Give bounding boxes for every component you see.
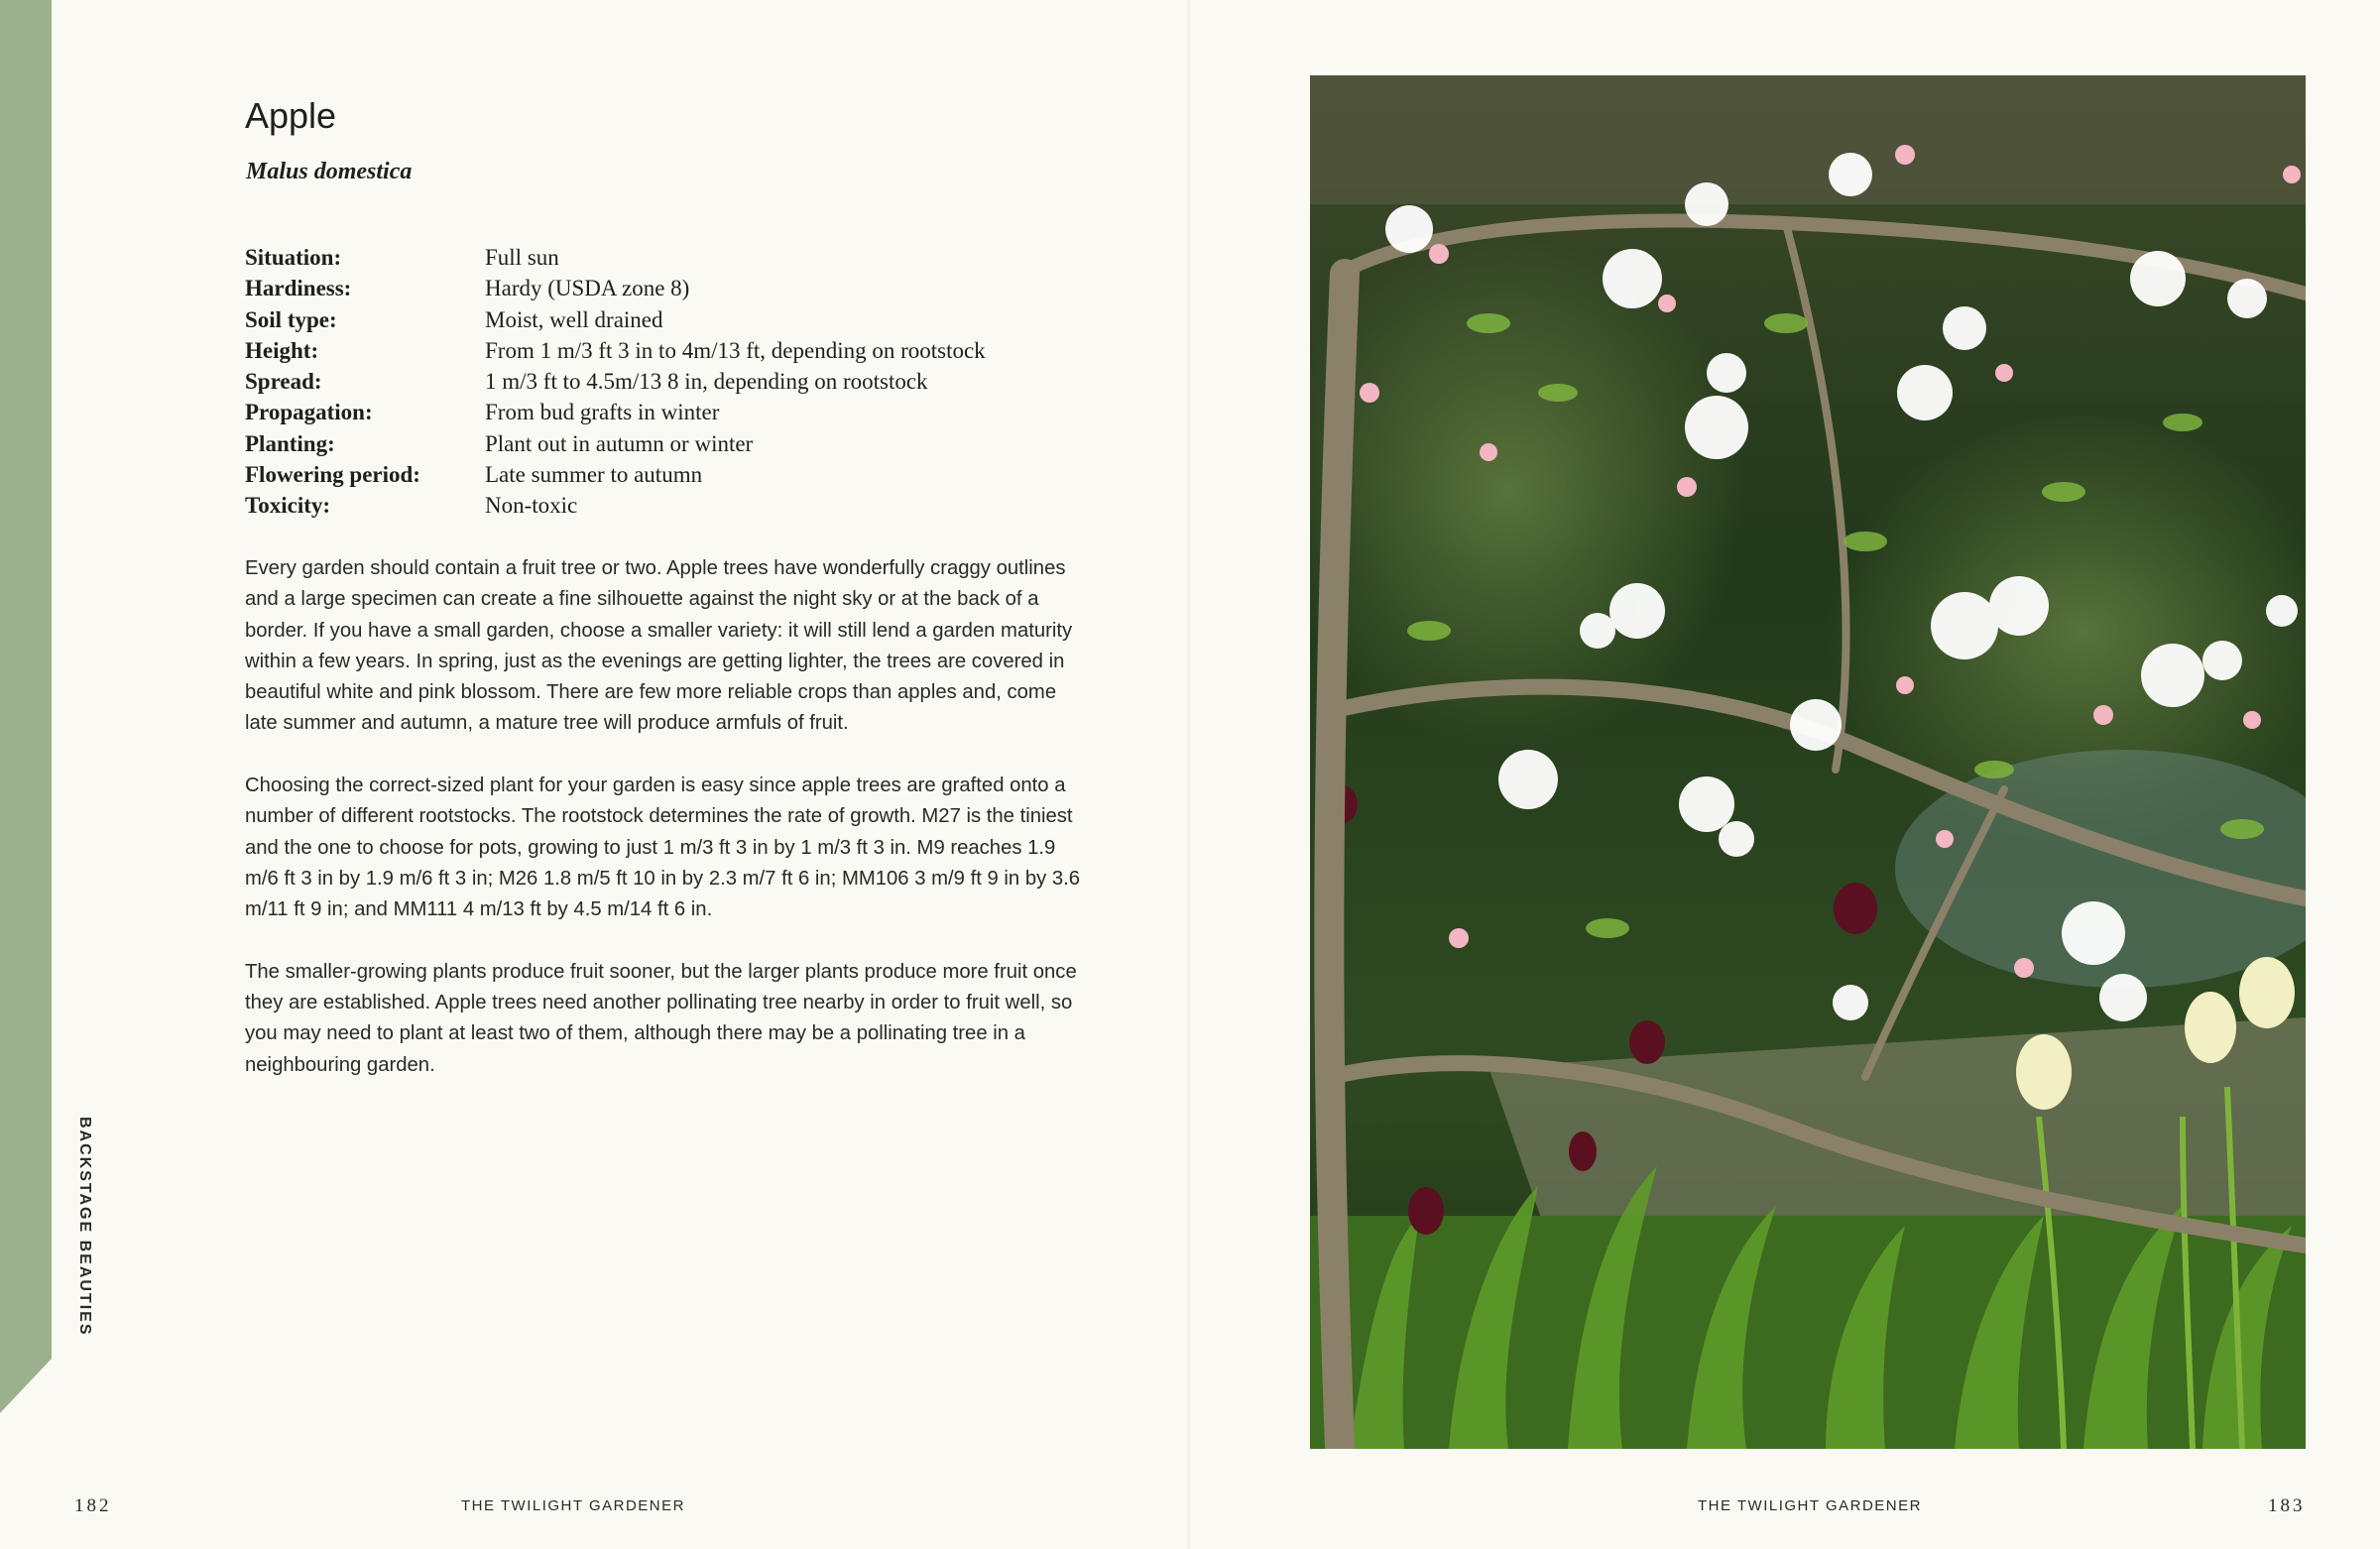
plant-title: Apple	[245, 95, 337, 136]
section-side-label: BACKSTAGE BEAUTIES	[76, 1117, 93, 1337]
body-paragraph: Choosing the correct-sized plant for your garden is easy since apple trees are grafted onto a number of different rootstocks. The rootstock determines the rate of growth. M27 is the tiniest and the one to choose for pots, growing to just 1 m/3 ft 3 in by 1 m/3 ft 3 in. M9 reaches 1.9 m/6 ft 3 in by 1.9 m/6 ft 3 in; M26 1.8 m/5 ft 10 in by 2.3 m/7 ft 6 in; MM106 3 m/9 ft 9 in by 3.6 m/11 ft 9 in; and MM111 4 m/13 ft by 4.5 m/14 ft 6 in.	[245, 774, 1081, 921]
latin-name: Malus domestica	[246, 159, 413, 184]
body-text	[245, 553, 1083, 1112]
photo-illustration	[1310, 75, 2306, 1449]
fact-value: Non-toxic	[485, 493, 578, 519]
fact-value: 1 m/3 ft to 4.5m/13 8 in, depending on rootstock	[485, 369, 928, 395]
body-paragraph: Every garden should contain a fruit tree or two. Apple trees have wonderfully craggy outlines and a large specimen can create a fine silhouette against the night sky or at the back of a border. If you have a small garden, choose a smaller variety: it will still lend a garden maturity within a few years. In spring, just as the evenings are getting lighter, the trees are covered in beautiful white and pink blossom. There are few more reliable crops than apples and, come late summer and autumn, a mature tree will produce armfuls of fruit.	[245, 557, 1073, 735]
body-paragraph: The smaller-growing plants produce fruit sooner, but the larger plants produce more fruit once they are established. Apple trees need another pollinating tree nearby in order to fruit well, so you may need to plant at least two of them, although there may be a pollinating tree in a neighbouring garden.	[245, 960, 1077, 1076]
fact-row-toxicity	[245, 490, 1098, 521]
fact-label: Propagation:	[245, 400, 373, 425]
running-head-left: THE TWILIGHT GARDENER	[461, 1497, 685, 1514]
apple-blossom-photo	[1310, 75, 2306, 1449]
running-head-right: THE TWILIGHT GARDENER	[1698, 1497, 1922, 1514]
page-number-left: 182	[74, 1495, 112, 1516]
fact-value: Full sun	[485, 245, 559, 270]
fact-row-spread	[245, 366, 1098, 397]
fact-row-propagation	[245, 397, 1098, 427]
fact-row-situation	[245, 242, 1098, 273]
fact-row-height	[245, 335, 1098, 366]
fact-label: Planting:	[245, 430, 335, 456]
fact-value: Plant out in autumn or winter	[485, 430, 754, 456]
plant-facts-table	[245, 242, 1098, 522]
fact-value: Moist, well drained	[485, 306, 663, 332]
fact-label: Flowering period:	[245, 462, 420, 488]
fact-label: Situation:	[245, 245, 342, 270]
fact-row-flowering-period	[245, 459, 1098, 490]
fact-label: Spread:	[245, 369, 322, 395]
fact-row-soil-type	[245, 304, 1098, 335]
fact-label: Toxicity:	[245, 493, 331, 519]
fact-row-hardiness	[245, 273, 1098, 303]
side-color-band	[0, 0, 52, 1413]
fact-label: Hardiness:	[245, 276, 352, 301]
fact-value: From 1 m/3 ft 3 in to 4m/13 ft, depending on rootstock	[485, 337, 986, 363]
left-page	[0, 0, 1188, 1549]
fact-label: Soil type:	[245, 306, 337, 332]
fact-row-planting	[245, 428, 1098, 459]
fact-value: From bud grafts in winter	[485, 400, 720, 425]
page-number-right: 183	[2268, 1495, 2306, 1516]
fact-value: Hardy (USDA zone 8)	[485, 276, 690, 301]
fact-label: Height:	[245, 337, 319, 363]
fact-value: Late summer to autumn	[485, 462, 703, 488]
